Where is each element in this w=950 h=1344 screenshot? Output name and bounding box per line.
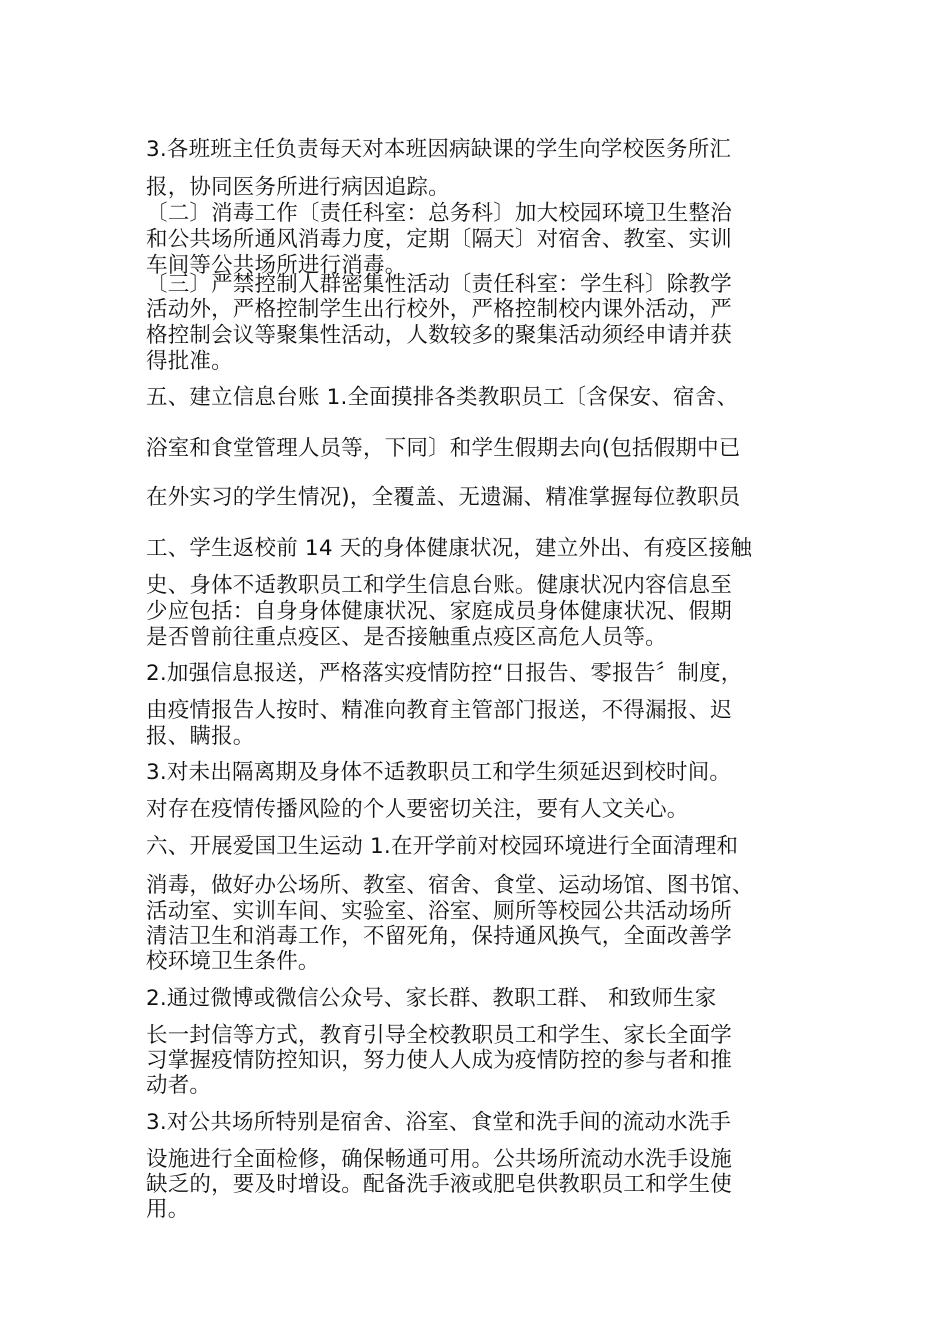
text-line: 和公共场所通风消毒力度，定期〔隔天〕对宿舍、教室、实训 — [146, 227, 732, 252]
text-line: 得批准。 — [146, 349, 233, 374]
text-line: 习掌握疫情防控知识，努力使人人成为疫情防控的参与者和推 — [146, 1048, 732, 1073]
text-line: 设施进行全面检修，确保畅通可用。公共场所流动水洗手设施 — [146, 1147, 732, 1172]
text-line: 3.各班班主任负责每天对本班因病缺课的学生向学校医务所汇 — [146, 137, 732, 162]
text-line: 2.加强信息报送，严格落实疫情防控“日报告、零报告〞制度， — [146, 661, 743, 686]
text-line: 工、学生返校前 14 天的身体健康状况，建立外出、有疫区接触 — [146, 536, 753, 561]
text-line: 长一封信等方式，教育引导全校教职员工和学生、家长全面学 — [146, 1023, 732, 1048]
text-line: 活动室、实训车间、实验室、浴室、厕所等校园公共活动场所 — [146, 899, 732, 924]
text-line: 3.对未出隔离期及身体不适教职员工和学生须延迟到校时间。 — [146, 760, 732, 785]
text-line: 活动外，严格控制学生出行校外，严格控制校内课外活动，严 — [146, 297, 732, 322]
text-line: 动者。 — [146, 1073, 212, 1098]
text-line: 报，协同医务所进行病因追踪。 — [146, 175, 450, 200]
text-line: 缺乏的，要及时增设。配备洗手液或肥皂供教职员工和学生使 — [146, 1172, 732, 1197]
text-line: 是否曾前往重点疫区、是否接触重点疫区高危人员等。 — [146, 625, 667, 650]
text-line: 对存在疫情传播风险的个人要密切关注，要有人文关心。 — [146, 797, 689, 822]
text-line: 由疫情报告人按时、精准向教育主管部门报送，不得漏报、迟 — [146, 698, 732, 723]
text-line: 浴室和食堂管理人员等，下同〕和学生假期去向(包括假期中已 — [146, 436, 741, 461]
text-line: 史、身体不适教职员工和学生信息台账。健康状况内容信息至 — [146, 573, 732, 598]
text-line: 2.通过微博或微信公众号、家长群、教职工群、 和致师生家 — [146, 986, 717, 1011]
text-line: 格控制会议等聚集性活动，人数较多的聚集活动须经申请并获 — [146, 323, 732, 348]
text-line: 〔三〕严禁控制人群密集性活动〔责任科室：学生科〕除教学 — [146, 272, 732, 297]
text-line: 用。 — [146, 1197, 190, 1222]
text-line: 车间等公共场所进行消毒。 — [146, 253, 407, 278]
text-line: 报、瞒报。 — [146, 724, 255, 749]
text-line: 校环境卫生条件。 — [146, 949, 320, 974]
text-line: 清洁卫生和消毒工作，不留死角，保持通风换气，全面改善学 — [146, 924, 732, 949]
text-line: 在外实习的学生情况)，全覆盖、无遗漏、精准掌握每位教职员 — [146, 485, 741, 510]
text-line: 消毒，做好办公场所、教室、宿舍、食堂、运动场馆、图书馆、 — [146, 873, 754, 898]
text-line: 六、开展爱国卫生运动 1.在开学前对校园环境进行全面清理和 — [146, 834, 739, 859]
text-line: 3.对公共场所特别是宿舍、浴室、食堂和洗手间的流动水洗手 — [146, 1110, 732, 1135]
text-line: 〔二〕消毒工作〔责任科室：总务科〕加大校园环境卫生整治 — [146, 201, 732, 226]
text-line: 少应包括：自身身体健康状况、家庭成员身体健康状况、假期 — [146, 599, 732, 624]
text-line: 五、建立信息台账 1.全面摸排各类教职员工〔含保安、宿舍、 — [146, 385, 739, 410]
